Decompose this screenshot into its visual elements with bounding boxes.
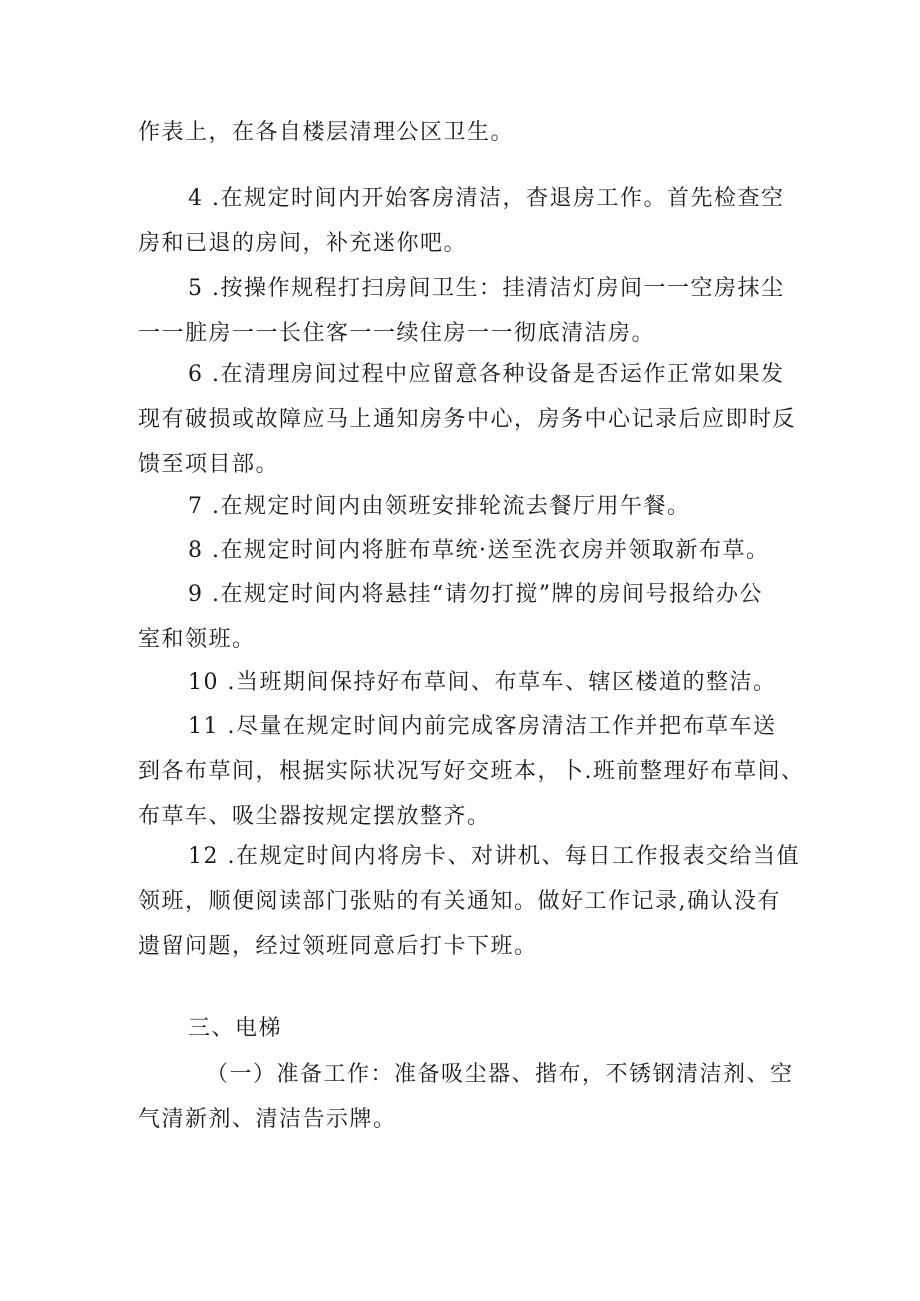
paragraph-item-7 (138, 484, 788, 529)
text-line: 10 .当班期间保持好布草间、布草车、辖区楼道的整洁。 (188, 670, 777, 695)
text-line: 布草车、吸尘器按规定摆放整齐。 (138, 804, 491, 829)
text-line: 现有破损或故障应马上通知房务中心，房务中心记录后应即时反 (138, 407, 797, 432)
section-heading (138, 1006, 788, 1051)
text-line: 12 .在规定时间内将房卡、对讲机、每日工作报表交给当值 (188, 844, 800, 869)
text-line: 气清新剂、清洁告示牌。 (138, 1107, 397, 1132)
text-line: 馈至项目部。 (138, 452, 280, 477)
paragraph-item-11 (138, 704, 805, 839)
section-title: 三、电梯 (188, 1016, 283, 1041)
paragraph-continued (138, 110, 788, 155)
paragraph-item-8 (138, 528, 788, 573)
text-line: （一）准备工作：准备吸尘器、揩布，不锈钢清洁剂、空 (206, 1062, 794, 1087)
text-line: 11 .尽量在规定时间内前完成客房清洁工作并把布草车送 (188, 714, 777, 739)
text-line: 室和领班。 (138, 627, 256, 652)
text-line: 遗留问题，经过领班同意后打卡下班。 (138, 934, 538, 959)
text-line: 6 .在清理房间过程中应留意各种设备是否运作正常如果发 (188, 362, 785, 387)
text-line: 7 .在规定时间内由领班安排轮流去餐厅用午餐。 (188, 494, 691, 519)
text-line: 到各布草间，根据实际状况写好交班本，卜.班前整理好布草间、 (138, 759, 805, 784)
text-line: 4 .在规定时间内开始客房清洁，杳退房工作。首先检查空 (188, 186, 785, 211)
paragraph-item-9 (138, 572, 788, 662)
paragraph-item-6 (138, 352, 797, 487)
text-line: 8 .在规定时间内将脏布草统·送至洗衣房并领取新布草。 (188, 538, 770, 563)
paragraph-item-10 (138, 660, 788, 705)
paragraph-item-4 (138, 176, 788, 266)
paragraph-item-12 (138, 834, 800, 969)
paragraph-preparation (138, 1052, 794, 1142)
text-line: 一一脏房一一长住客一一续住房一一彻底清洁房。 (138, 321, 656, 346)
paragraph-item-5 (138, 266, 788, 356)
text-line: 作表上，在各自楼层清理公区卫生。 (138, 120, 515, 145)
text-line: 领班，顺便阅读部门张贴的有关通知。做好工作记录,确认没有 (138, 889, 781, 914)
text-line: 5 .按操作规程打扫房间卫生：挂清洁灯房间一一空房抹尘 (188, 276, 785, 301)
text-line: 房和已退的房间，补充迷你吧。 (138, 231, 468, 256)
text-line: 9 .在规定时间内将悬挂“请勿打搅”牌的房间号报给办公 (188, 582, 763, 607)
